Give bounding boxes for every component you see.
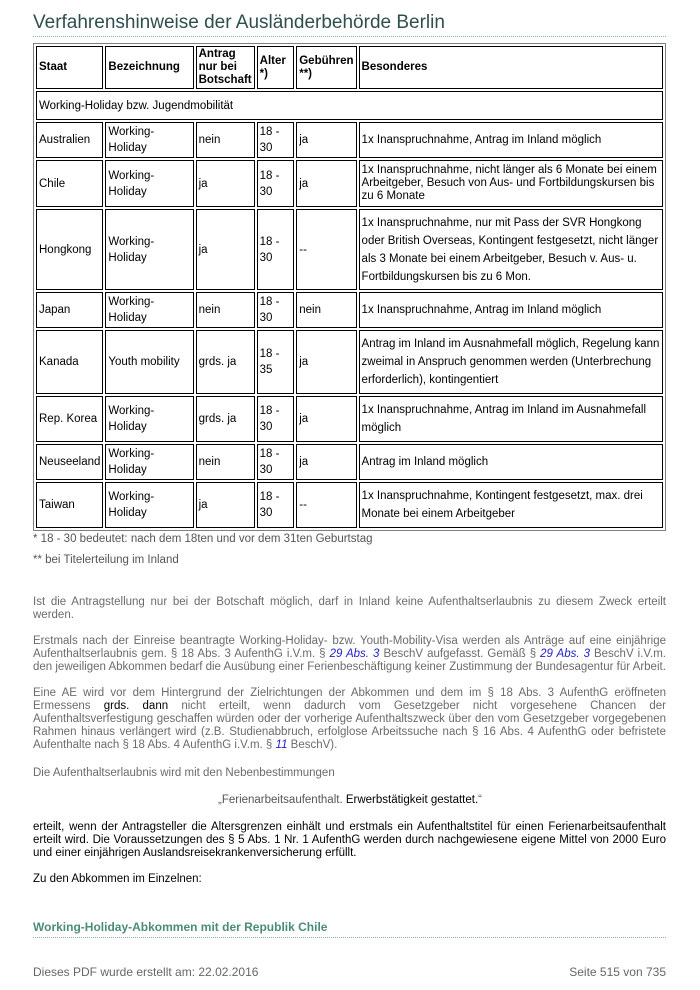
cell-alter: 18 - 30 [257, 444, 295, 480]
cell-antrag: nein [196, 122, 255, 158]
visa-table [33, 43, 666, 531]
cell-bezeichnung: Working-Holiday [105, 482, 193, 528]
cell-staat: Japan [36, 292, 103, 328]
header-staat: Staat [36, 46, 103, 89]
table-row [36, 292, 663, 328]
footer-created: Dieses PDF wurde erstellt am: 22.02.2016 [33, 965, 259, 979]
cell-staat: Kanada [36, 330, 103, 394]
text-emphasis: Erwerbstätigkeit gestattet. [345, 794, 479, 806]
text-segment: nicht erteilt, wenn dadurch vom Gesetzgeber nicht vorgesehene Chancen der Aufenthaltsverfestigung geschaffen würden oder der vorherige Aufenthaltszweck über den vom Gesetzgeber vorgegebenen Rahmen hinaus verlängert wird (z.B. Studienabbruch, erfolglose Arbeitssuche nach § 16 Abs. 4 AufenthG oder befristete Aufenthalte nach § 18 Abs. 4 AufenthG i.V.m. § [33, 700, 666, 751]
table-row [36, 160, 663, 207]
section-heading-chile[interactable]: Working-Holiday-Abkommen mit der Republik Chile [33, 920, 328, 934]
cell-antrag: ja [196, 209, 255, 290]
header-bezeichnung: Bezeichnung [105, 46, 193, 89]
text-segment: Erstmals nach der Einreise beantragte Working-Holiday- bzw. Youth-Mobility-Visa werden als Anträge auf eine einjährige Aufenthaltserlaubnis gem. § 18 Abs. 3 AufenthG i.V.m. § [33, 635, 666, 660]
header-antrag: Antrag nur bei Botschaft [196, 46, 255, 89]
footnote-gebuehren: ** bei Titelerteilung im Inland [33, 554, 179, 566]
cell-alter: 18 - 30 [257, 160, 295, 207]
cell-antrag: ja [196, 160, 255, 207]
cell-alter: 18 - 30 [257, 396, 295, 442]
header-besonderes: Besonderes [359, 46, 663, 89]
paragraph-abkommen-intro: Zu den Abkommen im Einzelnen: [33, 873, 202, 885]
cell-gebuehren: ja [296, 444, 356, 480]
table-section-row [36, 91, 663, 120]
cell-besonderes: 1x Inanspruchnahme, Antrag im Inland im Ausnahmefall möglich [359, 396, 663, 442]
paragraph-erstantrag [33, 635, 666, 674]
header-alter: Alter *) [257, 46, 295, 89]
cell-besonderes: 1x Inanspruchnahme, nicht länger als 6 Monate bei einem Arbeitgeber, Besuch von Aus- und Fortbildungskursen bis zu 6 Monate [359, 160, 663, 207]
footer-page-number: Seite 515 von 735 [569, 965, 666, 979]
footnote-alter: * 18 - 30 bedeutet: nach dem 18ten und vor dem 31ten Geburtstag [33, 533, 373, 545]
text-segment: “ [478, 794, 482, 806]
cell-staat: Chile [36, 160, 103, 207]
paragraph-ermessen [33, 687, 666, 752]
cell-staat: Australien [36, 122, 103, 158]
cell-antrag: grds. ja [196, 396, 255, 442]
cell-antrag: ja [196, 482, 255, 528]
text-segment: BeschV aufgefasst. Gemäß § [379, 648, 541, 660]
table-row [36, 444, 663, 480]
text-segment: Eine AE wird vor dem Hintergrund der Zielrichtungen der Abkommen und dem im § 18 Abs. 3 AufenthG eröffneten Ermessens [33, 687, 666, 712]
section-label: Working-Holiday bzw. Jugendmobilität [36, 91, 663, 120]
text-segment: „Ferienarbeitsaufenthalt. [217, 794, 346, 806]
cell-antrag: nein [196, 444, 255, 480]
cell-bezeichnung: Youth mobility [105, 330, 193, 394]
text-segment: BeschV i.V.m. den jeweiligen Abkommen bedarf die Ausübung einer Ferienbeschäftigung keiner Zustimmung der Bundesagentur für Arbeit. [33, 648, 666, 673]
cell-bezeichnung: Working-Holiday [105, 396, 193, 442]
beschv-link[interactable]: 29 Abs. 3 [540, 648, 590, 660]
cell-staat: Hongkong [36, 209, 103, 290]
cell-gebuehren: -- [296, 482, 356, 528]
cell-alter: 18 - 30 [257, 292, 295, 328]
paragraph-nebenbestimmungen: Die Aufenthaltserlaubnis wird mit den Nebenbestimmungen [33, 767, 335, 779]
cell-staat: Taiwan [36, 482, 103, 528]
cell-bezeichnung: Working-Holiday [105, 160, 193, 207]
cell-alter: 18 - 30 [257, 482, 295, 528]
cell-staat: Neuseeland [36, 444, 103, 480]
cell-gebuehren: ja [296, 122, 356, 158]
cell-alter: 18 - 30 [257, 122, 295, 158]
cell-antrag: grds. ja [196, 330, 255, 394]
section-divider [33, 937, 666, 938]
table-row [36, 482, 663, 528]
table-header-row [36, 46, 663, 89]
cell-bezeichnung: Working-Holiday [105, 209, 193, 290]
nebenbestimmung-quote [0, 794, 700, 806]
cell-staat: Rep. Korea [36, 396, 103, 442]
cell-besonderes: Antrag im Inland möglich [359, 444, 663, 480]
table-row [36, 122, 663, 158]
paragraph-botschaft: Ist die Antragstellung nur bei der Botschaft möglich, darf in Inland keine Aufenthaltserlaubnis zu diesem Zweck erteilt werden. [33, 596, 666, 621]
table-row [36, 209, 663, 290]
cell-besonderes: Antrag im Inland im Ausnahmefall möglich, Regelung kann zweimal in Anspruch genommen werden (Unterbrechung erforderlich), kontingentiert [359, 330, 663, 394]
cell-gebuehren: -- [296, 209, 356, 290]
paragraph-voraussetzungen: erteilt, wenn der Antragsteller die Altersgrenzen einhält und erstmals ein Aufenthaltstitel für einen Ferienarbeitsaufenthalt erteilt wird. Die Voraussetzungen des § 5 Abs. 1 Nr. 1 AufenthG werden durch nachgewiesene eigene Mittel von 2000 Euro und einer einjährigen Auslandsreisekrankenversicherung erfüllt. [33, 821, 666, 859]
cell-besonderes: 1x Inanspruchnahme, Kontingent festgesetzt, max. drei Monate bei einem Arbeitgeber [359, 482, 663, 528]
beschv-link[interactable]: 11 [275, 739, 288, 751]
beschv-link[interactable]: 29 Abs. 3 [329, 648, 380, 660]
cell-bezeichnung: Working-Holiday [105, 444, 193, 480]
cell-alter: 18 - 35 [257, 330, 295, 394]
cell-bezeichnung: Working-Holiday [105, 292, 193, 328]
cell-gebuehren: ja [296, 396, 356, 442]
header-divider [33, 36, 666, 37]
page-title: Verfahrenshinweise der Ausländerbehörde Berlin [33, 12, 445, 33]
cell-besonderes: 1x Inanspruchnahme, nur mit Pass der SVR Hongkong oder British Overseas, Kontingent festgesetzt, nicht länger als 3 Monate bei einem Arbeitgeber, Besuch v. Aus- u. Fortbildungskursen bis zu 6 Mon. [359, 209, 663, 290]
cell-gebuehren: ja [296, 330, 356, 394]
header-gebuehren: Gebühren **) [296, 46, 356, 89]
cell-alter: 18 - 30 [257, 209, 295, 290]
cell-besonderes: 1x Inanspruchnahme, Antrag im Inland möglich [359, 292, 663, 328]
text-emphasis: grds. dann [103, 700, 169, 712]
cell-besonderes: 1x Inanspruchnahme, Antrag im Inland möglich [359, 122, 663, 158]
cell-gebuehren: nein [296, 292, 356, 328]
text-segment: BeschV). [287, 739, 338, 751]
cell-gebuehren: ja [296, 160, 356, 207]
table-row [36, 396, 663, 442]
cell-antrag: nein [196, 292, 255, 328]
cell-bezeichnung: Working-Holiday [105, 122, 193, 158]
table-row [36, 330, 663, 394]
